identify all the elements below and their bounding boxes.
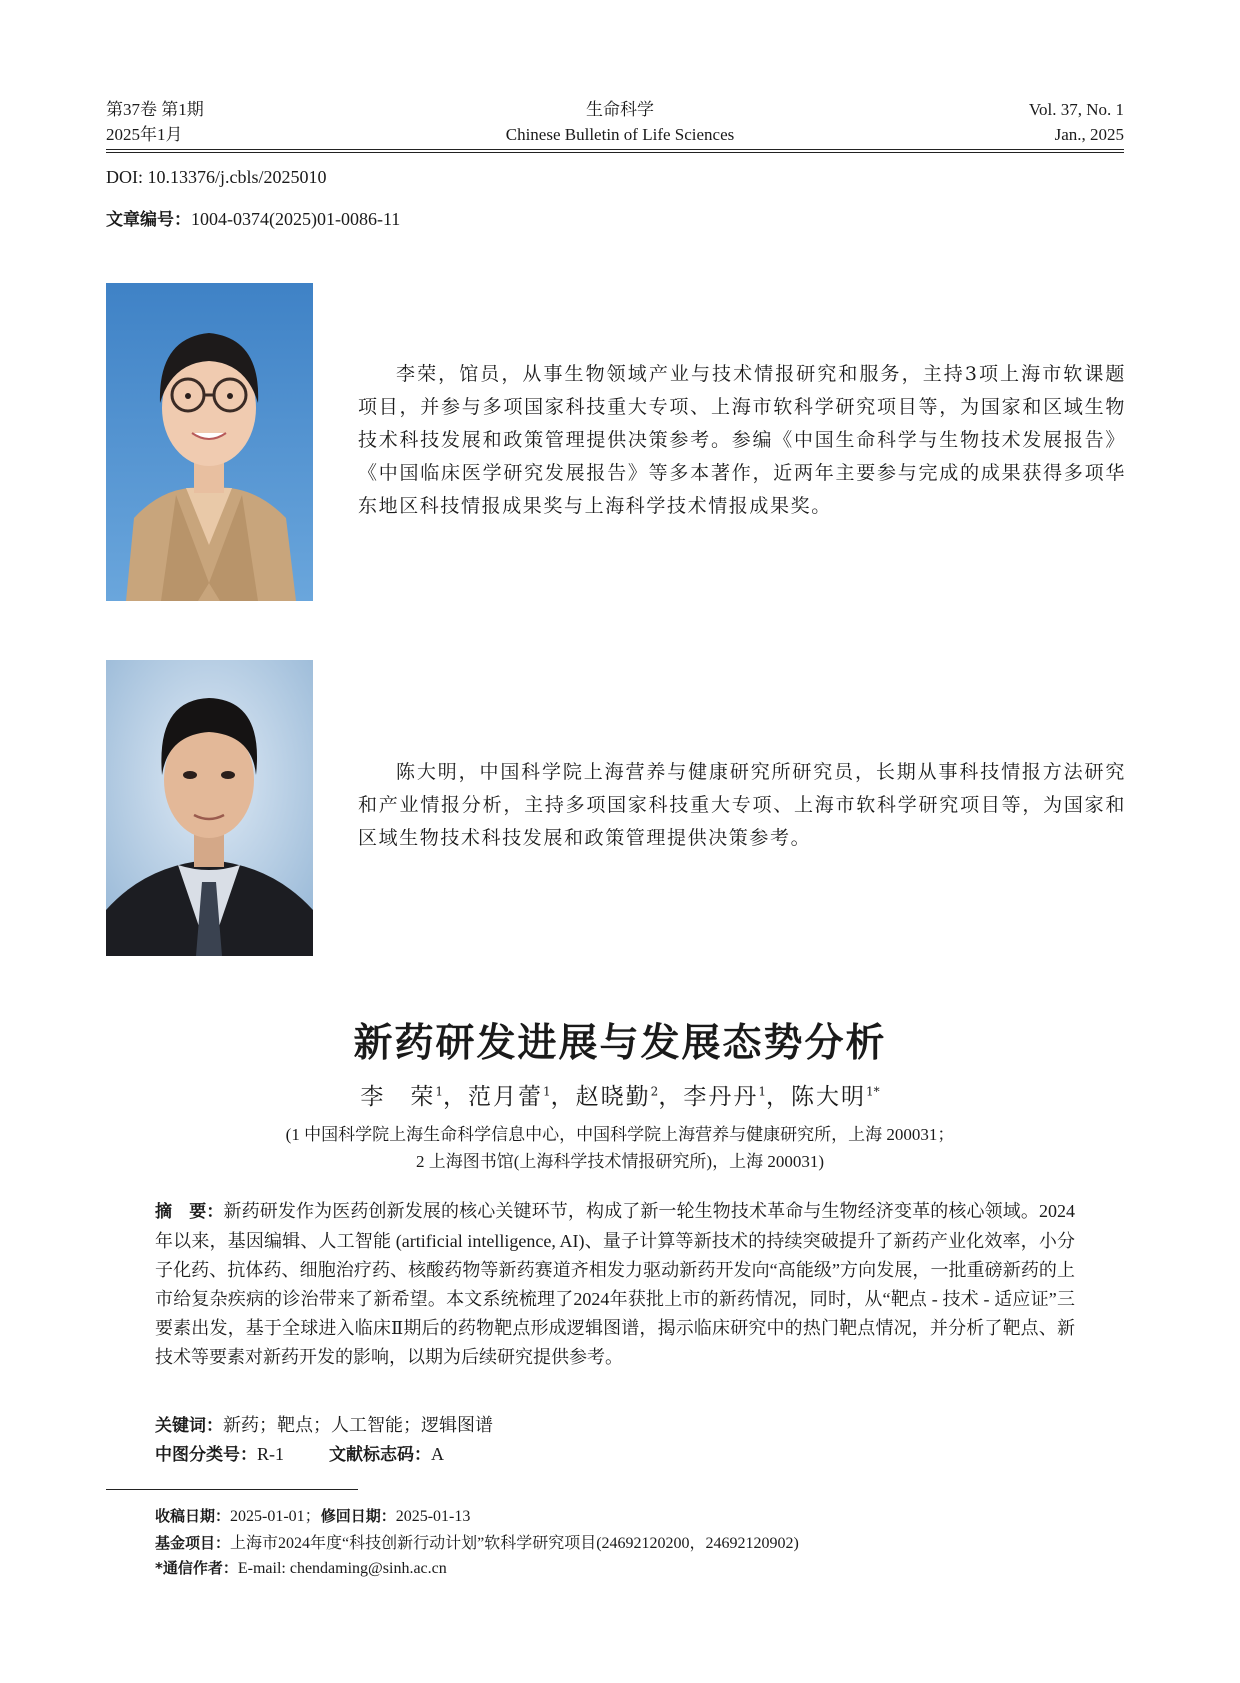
author-name: 范月蕾 xyxy=(468,1084,544,1110)
author-photo-li-rong xyxy=(106,283,313,601)
author-name: 李 荣 xyxy=(360,1084,436,1110)
header-date-en: Jan., 2025 xyxy=(1054,125,1124,144)
header-journal-cn: 生命科学 xyxy=(586,100,654,119)
doi: DOI: 10.13376/j.cbls/2025010 xyxy=(106,167,327,187)
author-name: 李丹丹 xyxy=(683,1084,759,1110)
corresponding-label: *通信作者： xyxy=(155,1559,238,1577)
keywords-label: 关键词： xyxy=(155,1416,223,1436)
revised-date: 2025-01-13 xyxy=(395,1508,471,1525)
author-separator: ， xyxy=(658,1084,684,1110)
article-title: 新药研发进展与发展态势分析 xyxy=(353,1021,887,1066)
abstract xyxy=(155,1197,1075,1372)
abstract-text: 新药研发作为医药创新发展的核心关键环节，构成了新一轮生物技术革命与生物经济变革的核心领域。2024年以来，基因编辑、人工智能 (artificial intelligence, AI)、量子计算等新技术的持续突破提升了新药产业化效率，小分子化药、抗体药、细胞治疗药、核酸药物等新药赛道齐相发力驱动新药开发向“高能级”方向发展，一批重磅新药的上市给复杂疾病的诊治带来了新希望。本文系统梳理了2024年获批上市的新药情况，同时，从“靶点 - 技术 - 适应证”三要素出发，基于全球进入临床Ⅱ期后的药物靶点形成逻辑图谱，揭示临床研究中的热门靶点情况，并分析了靶点、新技术等要素对新药开发的影响，以期为后续研究提供参考。 xyxy=(155,1201,1076,1367)
author-bio-chen-daming: 陈大明，中国科学院上海营养与健康研究所研究员，长期从事科技情报方法研究和产业情报分析，主持多项国家科技重大专项、上海市软科学研究项目等，为国家和区域生物技术科技发展和政策管理提供决策参考。 xyxy=(358,761,1126,849)
author-separator: ， xyxy=(550,1084,576,1110)
affiliation-1: (1 中国科学院上海生命科学信息中心，中国科学院上海营养与健康研究所，上海 200031； xyxy=(285,1125,955,1144)
doc-code-value: A xyxy=(431,1444,444,1464)
author-affil-mark: 2 xyxy=(650,1084,659,1099)
revised-label: 修回日期： xyxy=(320,1507,396,1525)
received-label: 收稿日期： xyxy=(155,1507,231,1525)
author-photo-chen-daming xyxy=(106,660,313,956)
header-date-cn: 2025年1月 xyxy=(106,125,183,144)
author-name: 赵晓勤 xyxy=(575,1084,651,1110)
footnote-rule xyxy=(106,1489,358,1490)
clc-value: R-1 xyxy=(257,1444,284,1464)
author-separator: ， xyxy=(765,1084,791,1110)
article-number xyxy=(106,205,400,230)
author-affil-mark: 1 xyxy=(758,1084,766,1099)
author-list xyxy=(0,1078,1240,1111)
header-journal-en: Chinese Bulletin of Life Sciences xyxy=(505,125,735,144)
classification xyxy=(155,1440,444,1465)
author-affil-mark: 1 xyxy=(543,1084,551,1099)
clc-label: 中图分类号： xyxy=(155,1445,257,1465)
fund-text: 上海市2024年度“科技创新行动计划”软科学研究项目(24692120200，24692120902) xyxy=(230,1535,799,1552)
keywords xyxy=(155,1411,493,1437)
header-rule-top xyxy=(106,149,1124,150)
footnote-fund xyxy=(155,1530,799,1553)
fund-label: 基金项目： xyxy=(155,1534,231,1552)
article-number-value: 1004-0374(2025)01-0086-11 xyxy=(191,209,401,229)
author-bio-li-rong: 李荣，馆员，从事生物领域产业与技术情报研究和服务，主持3项上海市软课题项目，并参与多项国家科技重大专项、上海市软科学研究项目等，为国家和区域生物技术科技发展和政策管理提供决策参考。参编《中国生命科学与生物技术发展报告》《中国临床医学研究发展报告》等多本著作，近两年主要参与完成的成果获得多项华东地区科技情报成果奖与上海科学技术情报成果奖。 xyxy=(358,363,1126,517)
header-volume: 第37卷 第1期 xyxy=(106,100,204,119)
abstract-label: 摘 要： xyxy=(155,1202,224,1222)
footnote-corresponding xyxy=(155,1557,447,1578)
author-name: 陈大明 xyxy=(790,1084,866,1110)
footnote-dates xyxy=(155,1503,470,1526)
keywords-value: 新药；靶点；人工智能；逻辑图谱 xyxy=(223,1415,493,1435)
author-affil-mark: 1* xyxy=(865,1084,880,1099)
received-date: 2025-01-01； xyxy=(230,1508,321,1525)
article-number-label: 文章编号： xyxy=(106,210,191,230)
author-separator: ， xyxy=(443,1084,469,1110)
corresponding-email: E-mail: chendaming@sinh.ac.cn xyxy=(237,1560,447,1577)
header-rule-bottom xyxy=(106,152,1124,153)
affiliation-2: 2 上海图书馆(上海科学技术情报研究所)，上海 200031) xyxy=(416,1152,824,1171)
header-volume-en: Vol. 37, No. 1 xyxy=(1028,100,1124,119)
author-affil-mark: 1 xyxy=(435,1084,444,1099)
doc-code-label: 文献标志码： xyxy=(329,1445,431,1465)
